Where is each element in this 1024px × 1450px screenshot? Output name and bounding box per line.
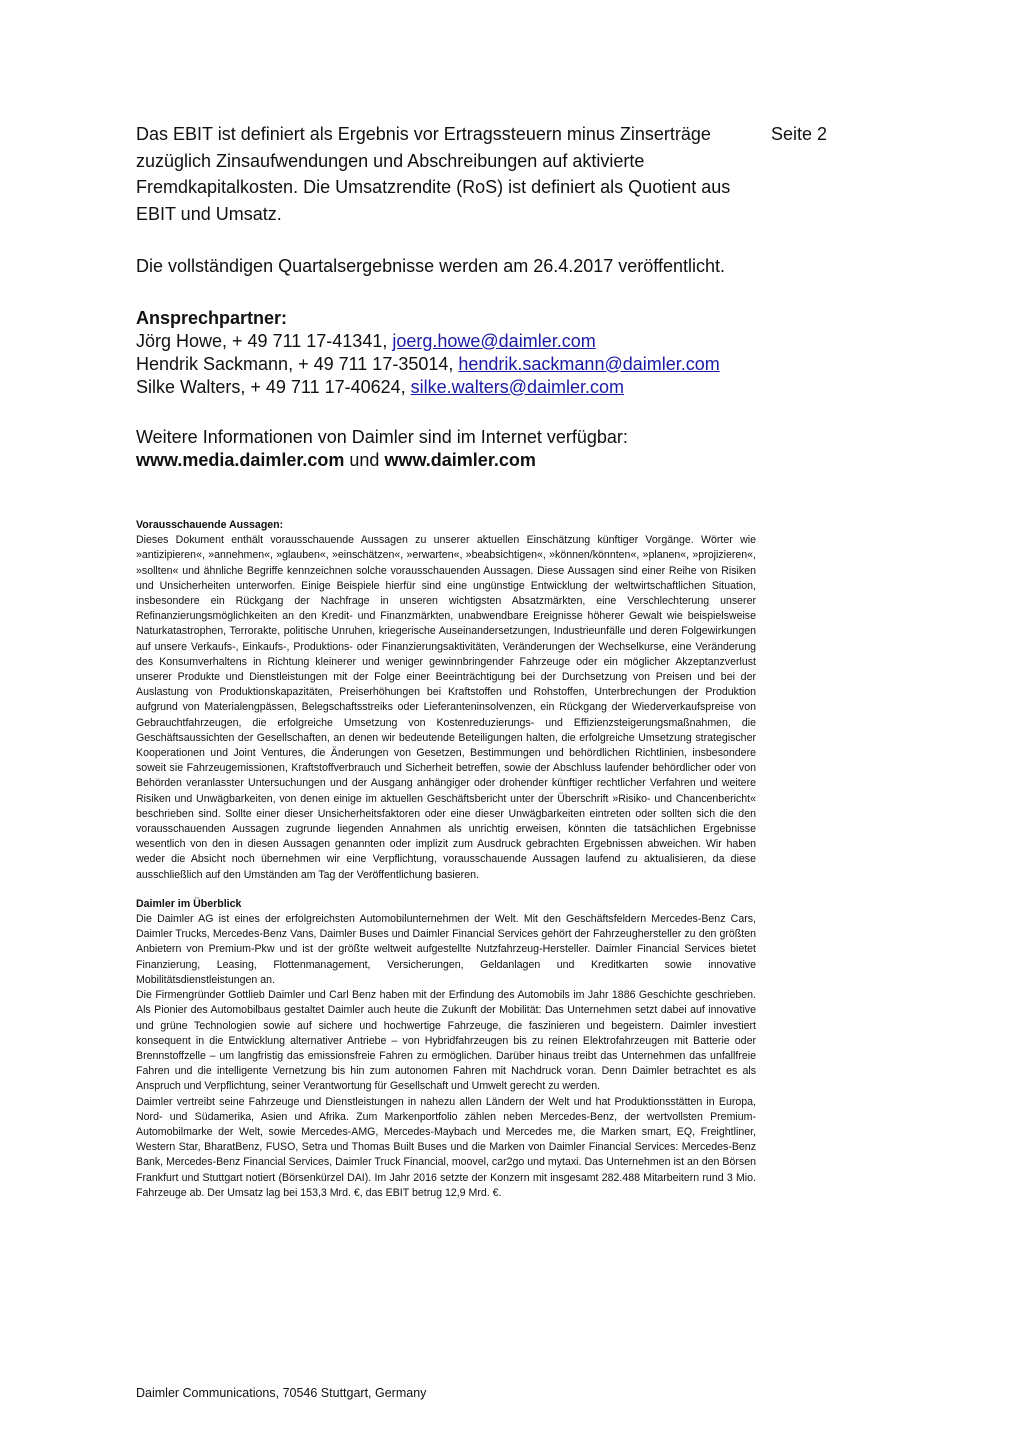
page-number: Seite 2 bbox=[771, 124, 828, 144]
media-website-link[interactable]: www.media.daimler.com bbox=[136, 449, 345, 470]
contact-name-phone: Silke Walters, + 49 711 17-40624, bbox=[136, 376, 411, 397]
footer-address: Daimler Communications, 70546 Stuttgart, Germany bbox=[136, 1386, 427, 1400]
contact-entry bbox=[136, 376, 756, 399]
disclaimer-title: Vorausschauende Aussagen: bbox=[136, 519, 284, 531]
contact-email-link[interactable]: silke.walters@daimler.com bbox=[410, 376, 624, 397]
overview-paragraph: Die Daimler AG ist eines der erfolgreichsten Automobilunternehmen der Welt. Mit den Geschäftsfeldern Mercedes-Benz Cars, Daimler Trucks, Mercedes-Benz Vans, Daimler Buses und Daimler Financial Services gehört der Fahrzeughersteller zu den größten Anbietern von Premium-Pkw und ist der größte weltweit aufgestellte Nutzfahrzeug-Hersteller. Daimler Financial Services bietet Finanzierung, Leasing, Flottenmanagement, Versicherungen, Geldanlagen und Kreditkarten sowie innovative Mobilitätsdienstleistungen an. bbox=[136, 913, 756, 986]
contact-entry bbox=[136, 353, 756, 376]
main-content bbox=[136, 121, 756, 472]
web-links-line bbox=[136, 449, 756, 472]
contacts-heading: Ansprechpartner: bbox=[136, 307, 288, 328]
ebit-definition-paragraph: Das EBIT ist definiert als Ergebnis vor Ertragssteuern minus Zinserträge zuzüglich Zinsaufwendungen und Abschreibungen auf aktivierte Fremdkapitalkosten. Die Umsatzrendite (RoS) ist definiert als Quotient aus EBIT und Umsatz. bbox=[136, 124, 731, 224]
contact-name-phone: Jörg Howe, + 49 711 17-41341, bbox=[136, 330, 393, 351]
overview-paragraph: Daimler vertreibt seine Fahrzeuge und Dienstleistungen in nahezu allen Ländern der Welt und hat Produktionsstätten in Europa, Nord- und Südamerika, Asien und Afrika. Zum Markenportfolio zählen neben Mercedes-Benz, der wertvollsten Premium-Automobilmarke der Welt, sowie Mercedes-AMG, Mercedes-Maybach und Mercedes me, die Marken smart, EQ, Freightliner, Western Star, BharatBenz, FUSO, Setra und Thomas Built Buses und die Marken von Daimler Financial Services: Mercedes-Benz Bank, Mercedes-Benz Financial Services, Daimler Truck Financial, moovel, car2go und mytaxi. Das Unternehmen ist an den Börsen Frankfurt und Stuttgart notiert (Börsenkürzel DAI). Im Jahr 2016 setzte der Konzern mit insgesamt 282.488 Mitarbeitern rund 3 Mio. Fahrzeuge ab. Der Umsatz lag bei 153,3 Mrd. €, das EBIT betrug 12,9 Mrd. €. bbox=[136, 1095, 756, 1199]
contact-name-phone: Hendrik Sackmann, + 49 711 17-35014, bbox=[136, 353, 459, 374]
publication-note: Die vollständigen Quartalsergebnisse werden am 26.4.2017 veröffentlicht. bbox=[136, 256, 726, 276]
web-info-intro: Weitere Informationen von Daimler sind im Internet verfügbar: bbox=[136, 426, 628, 447]
web-links-connector: und bbox=[344, 449, 385, 470]
disclaimer-body: Dieses Dokument enthält vorausschauende Aussagen zu unserer aktuellen Einschätzung künftiger Vorgänge. Wörter wie »antizipieren«, »annehmen«, »glauben«, »einschätzen«, »erwarten«, »beabsichtigen«, »können/könnten«, »planen«, »projizieren«, »sollten« und ähnliche Begriffe kennzeichnen solche vorausschauenden Aussagen. Diese Aussagen sind einer Reihe von Risiken und Unsicherheiten unterworfen. Einige Beispiele hierfür sind eine ungünstige Entwicklung der weltwirtschaftlichen Situation, insbesondere ein Rückgang der Nachfrage in unseren wichtigsten Absatzmärkten, eine Verschlechterung unserer Refinanzierungsmöglichkeiten an den Kredit- und Finanzmärkten, unabwendbare Ereignisse höherer Gewalt wie beispielsweise Naturkatastrophen, Terrorakte, politische Unruhen, kriegerische Auseinandersetzungen, Industrieunfälle und deren Folgewirkungen auf unsere Verkaufs-, Einkaufs-, Produktions- oder Finanzierungsaktivitäten, Veränderungen der Wechselkurse, eine Veränderung des Konsumverhaltens in Richtung kleinerer und weniger gewinnbringender Fahrzeuge oder ein möglicher Akzeptanzverlust unserer Produkte und Dienstleistungen mit der Folge einer Beeinträchtigung bei der Durchsetzung von Preisen und bei der Auslastung von Produktionskapazitäten, Preiserhöhungen bei Kraftstoffen und Rohstoffen, Unterbrechungen der Produktion aufgrund von Materialengpässen, Belegschaftsstreiks oder Lieferanteninsolvenzen, ein Rückgang der Wiederverkaufspreise von Gebrauchtfahrzeugen, die erfolgreiche Umsetzung von Kostenreduzierungs- und Effizienzsteigerungsmaßnahmen, die Geschäftsaussichten der Gesellschaften, an denen wir bedeutende Beteiligungen halten, die erfolgreiche Umsetzung strategischer Kooperationen und Joint Ventures, die Änderungen von Gesetzen, Bestimmungen und behördlichen Richtlinien, insbesondere soweit sie Fahrzeugemissionen, Kraftstoffverbrauch und Sicherheit betreffen, sowie der Abschluss laufender behördlicher oder von Behörden veranlasster Untersuchungen und der Ausgang anhängiger oder drohender künftiger rechtlicher Verfahren und weitere Risiken und Unwägbarkeiten, von denen einige im aktuellen Geschäftsbericht unter der Überschrift »Risiko- und Chancenbericht« beschrieben sind. Sollte einer dieser Unsicherheitsfaktoren oder eine dieser Unwägbarkeiten eintreten oder sollten sich die den vorausschauenden Aussagen zugrunde liegenden Annahmen als unrichtig erweisen, könnten die tatsächlichen Ergebnisse wesentlich von den in diesen Aussagen genannten oder implizit zum Ausdruck gebrachten Ergebnissen abweichen. Wir haben weder die Absicht noch übernehmen wir eine Verpflichtung, vorausschauende Aussagen laufend zu aktualisieren, da diese ausschließlich auf den Umständen am Tag der Veröffentlichung basieren. bbox=[136, 534, 756, 881]
fine-print bbox=[136, 518, 756, 1201]
contact-email-link[interactable]: joerg.howe@daimler.com bbox=[392, 330, 596, 351]
daimler-website-link[interactable]: www.daimler.com bbox=[384, 449, 536, 470]
contacts-section bbox=[136, 307, 756, 399]
contact-entry bbox=[136, 330, 756, 353]
contact-email-link[interactable]: hendrik.sackmann@daimler.com bbox=[458, 353, 720, 374]
web-info-section bbox=[136, 426, 756, 472]
overview-title: Daimler im Überblick bbox=[136, 897, 242, 910]
overview-paragraph: Die Firmengründer Gottlieb Daimler und Carl Benz haben mit der Erfindung des Automobils im Jahr 1886 Geschichte geschrieben. Als Pionier des Automobilbaus gestaltet Daimler auch heute die Zukunft der Mobilität: Das Unternehmen setzt dabei auf innovative und grüne Technologien sowie auf sichere und hochwertige Fahrzeuge, die faszinieren und begeistern. Daimler investiert konsequent in die Entwicklung alternativer Antriebe – von Hybridfahrzeugen bis zu reinen Elektrofahrzeugen mit Batterie oder Brennstoffzelle – um langfristig das emissionsfreie Fahren zu ermöglichen. Darüber hinaus treibt das Unternehmen das unfallfreie Fahren und die intelligente Vernetzung bis hin zum autonomen Fahren mit Nachdruck voran. Denn Daimler betrachtet es als Anspruch und Verpflichtung, seiner Verantwortung für Gesellschaft und Umwelt gerecht zu werden. bbox=[136, 989, 756, 1093]
